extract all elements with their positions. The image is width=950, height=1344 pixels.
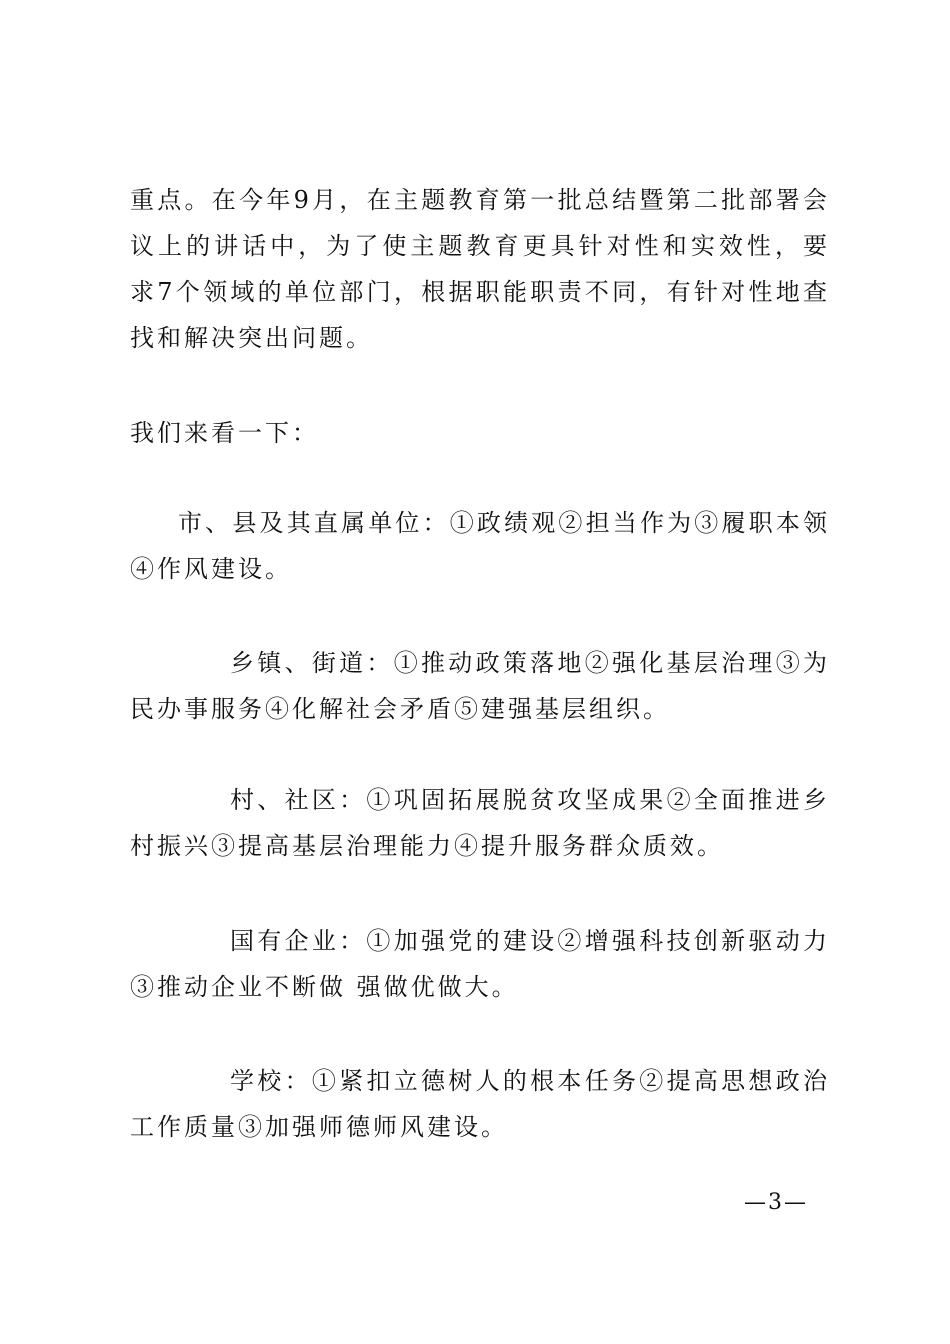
- paragraph-lead: 我们来看一下：: [130, 419, 319, 447]
- paragraph-state-enterprise: 国有企业：①加强党的建设②增强科技创新驱动力③推动企业不断做 强做优做大。: [130, 927, 830, 1001]
- paragraph-town-street: 乡镇、街道：①推动政策落地②强化基层治理③为民办事服务④化解社会矛盾⑤建强基层组织。: [130, 649, 830, 723]
- page-number: —3—: [744, 1190, 808, 1215]
- paragraph-intro: 重点。在今年9月，在主题教育第一批总结暨第二批部署会议上的讲话中，为了使主题教育更具针对性和实效性，要求7个领域的单位部门，根据职能职责不同，有针对性地查找和解决突出问题。: [130, 186, 830, 352]
- paragraph-school: 学校：①紧扣立德树人的根本任务②提高思想政治工作质量③加强师德师风建设。: [130, 1067, 830, 1141]
- paragraph-village-community: 村、社区：①巩固拓展脱贫攻坚成果②全面推进乡村振兴③提高基层治理能力④提升服务群众质效。: [130, 786, 830, 860]
- paragraph-city-county: 市、县及其直属单位：①政绩观②担当作为③履职本领④作风建设。: [130, 509, 830, 583]
